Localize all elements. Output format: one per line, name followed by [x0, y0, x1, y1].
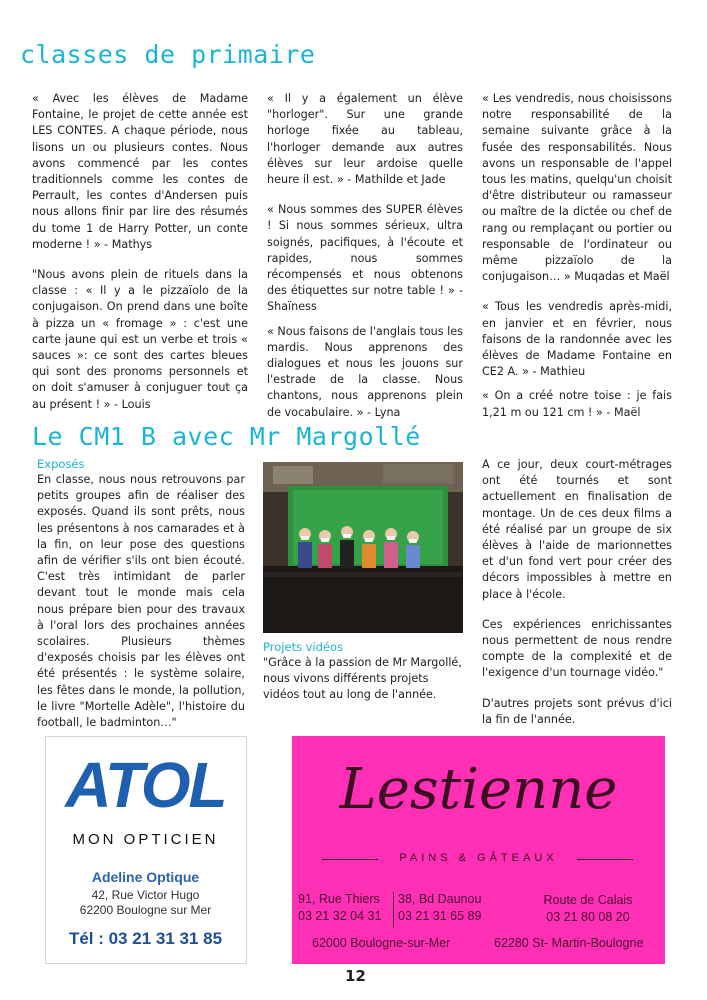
paragraph: A ce jour, deux court-métrages ont été tournés et sont actuellement en finalisation de montage. Un de ces deux films a été réalisé par un groupe de six élèves à l'aide de marionnettes et d'un fond vert pour créer des décors impossibles à mettre en place à l'école. — [482, 458, 672, 601]
divider — [577, 859, 633, 860]
lestienne-advertisement — [292, 736, 665, 964]
subhead-projets-videos: Projets vidéos — [263, 640, 344, 654]
shop-phone: 03 21 80 08 20 — [546, 910, 630, 924]
class-photo-illustration — [263, 462, 463, 633]
paragraph: « Avec les élèves de Madame Fontaine, le projet de cette année est LES CONTES. A chaque période, nous lisons un ou plusieurs contes. Nous avons commencé par les contes traditionnels comme les contes de Perrault, les contes d'Andersen puis nous allons finir par lire des résumés du tome 1 de Harry Potter, un conte moderne ! » - Mathys — [32, 92, 248, 251]
divider — [393, 892, 394, 928]
lestienne-city-2: 62280 St- Martin-Boulogne — [494, 936, 644, 950]
primaire-column-1 — [32, 91, 248, 427]
atol-store-name: Adeline Optique — [91, 869, 200, 885]
lestienne-city-1: 62000 Boulogne-sur-Mer — [312, 936, 451, 950]
paragraph: « Les vendredis, nous choisissons notre responsabilité de la semaine suivante grâce à la fusée des responsabilités. Nous avons un responsable de l'appel tous les matins, quelqu'un choisit d'être distributeur ou ramasseur ou maître de la dictée ou chef de rang ou remplaçant ou portier ou responsable de l'ordinateur ou même pizzaïolo de la conjugaison… » Muqadas et Maël — [482, 92, 672, 284]
cm1b-column-1 — [37, 456, 245, 745]
atol-tagline: MON OPTICIEN — [72, 831, 219, 848]
shop-phone: 03 21 31 65 89 — [398, 909, 482, 923]
lestienne-logo: Lestienne — [339, 757, 618, 822]
paragraph: « Nous faisons de l'anglais tous les mardis. Nous apprenons des dialogues et nous les jouons sur l'estrade de la classe. Nous chantons, nous apprenons plein de vocabulaire. » - Lyna — [267, 324, 463, 419]
shop-street: 38, Bd Daunou — [398, 892, 482, 906]
page-number: 12 — [345, 967, 366, 985]
class-photo — [263, 462, 463, 633]
paragraph: En classe, nous nous retrouvons par petits groupes afin de réaliser des exposés. Quand ils sont prêts, nous les présentons à nos camarades et à la fin, on leur pose des questions afin de vérifier s'ils ont bien écouté. C'est très intimidant de parler devant tout le monde mais cela nous prépare bien pour des travaux à l'oral lors des prochaines années scolaires. Plusieurs thèmes d'exposés choisis par les élèves ont été présentés : le système solaire, les fêtes dans le monde, la pollution, le livre "Mortelle Adèle", l'histoire du football, le badminton…" — [37, 473, 245, 730]
lestienne-tagline: PAINS & GÂTEAUX — [399, 852, 558, 864]
section-title-cm1b: Le CM1 B avec Mr Margollé — [32, 422, 421, 451]
primaire-column-2 — [267, 91, 463, 435]
paragraph: Ces expériences enrichissantes nous permettent de nous rendre compte de la complexité et de l'exigence d'un tournage vidéo." — [482, 617, 672, 680]
section-title-primaire: classes de primaire — [20, 40, 316, 69]
paragraph: « Il y a également un élève "horloger". Sur une grande horloge fixée au tableau, l'horloger demande aux autres élèves sur leur ardoise quelle heure il est. » - Mathilde et Jade — [267, 92, 463, 187]
shop-street: 91, Rue Thiers — [298, 892, 380, 906]
atol-address-line1: 42, Rue Victor Hugo — [91, 888, 200, 902]
paragraph: « Tous les vendredis après-midi, en janvier et en février, nous faisons de la randonnée avec les élèves de Madame Fontaine en CE2 A. » - Mathieu — [482, 300, 672, 379]
atol-logo: ATOL — [65, 749, 226, 821]
paragraph: "Grâce à la passion de Mr Margollé, nous vivons différents projets vidéos tout au long de l'année. — [263, 656, 462, 702]
paragraph: « Nous sommes des SUPER élèves ! Si nous sommes sérieux, ultra soignés, pacifiques, à l'écoute et rapides, nous sommes récompensés et nous obtenons des étiquettes sur notre table ! » - Shaïness — [267, 203, 463, 314]
primaire-column-3 — [482, 91, 672, 435]
paragraph: "Nous avons plein de rituels dans la classe : « Il y a le pizzaïolo de la conjugaison. On prend dans une boîte à pizza un « fromage » : c'est une carte jaune qui est un verbe et trois « sauces »: ce sont des cartes bleues qui sont des pronoms personnels et on doit s'amuser à conjuguer tout ça au présent ! » - Louis — [32, 268, 248, 411]
shop-phone: 03 21 32 04 31 — [298, 909, 382, 923]
subhead-exposes: Exposés — [37, 457, 85, 471]
paragraph: D'autres projets sont prévus d'ici la fin de l'année. — [482, 696, 672, 726]
shop-street: Route de Calais — [543, 893, 633, 907]
atol-phone: Tél : 03 21 31 31 85 — [68, 929, 223, 948]
atol-address-line2: 62200 Boulogne sur Mer — [79, 903, 212, 917]
cm1b-column-2 — [263, 639, 463, 718]
atol-advertisement — [45, 736, 247, 964]
paragraph: « On a créé notre toise : je fais 1,21 m ou 121 cm ! » - Maël — [482, 389, 672, 419]
lestienne-shop-2 — [398, 891, 498, 925]
cm1b-column-3 — [482, 457, 672, 742]
lestienne-shop-1 — [298, 891, 393, 925]
lestienne-shop-3 — [528, 892, 648, 926]
